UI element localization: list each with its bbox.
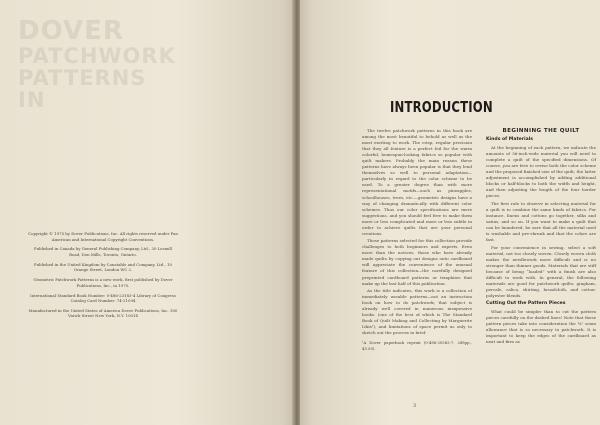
body-paragraph: At the beginning of each pattern, we indicate the amounts of 36-inch-wide material you will need to complete a quilt of the specified dimensions. Of course, you are free to revise both the color scheme and the proposed finished size of the quilt; the latter adjustment is accomplished by adding additional blocks or half-blocks to both the width and height, and then adjusting the length of the four border pieces.	[486, 145, 596, 199]
body-paragraph: The twelve patchwork patterns in this book are among the most beautiful to behold as well as the most exciting to work. The crisp, regular precision that they all feature is a perfect foil for the warm colorful, homespun-looking fabrics so popular with quilt makers. Probably the main reason these patterns have always been popular is that they lend themselves so well to personal adaptation—particularly in regard to the color scheme to be used. To a greater degree than with more representational motifs—such as pineapples, schoolhouses, trees, etc.—geometric designs have a way of changing dramatically with different color schemes. Thus our color specifications are mere suggestions, and you should feel free to make them more or less complicated and more or less subtle in order to achieve quilts that are your personal creations.	[362, 128, 472, 236]
copyright-para: Published in the United Kingdom by Constable and Company, Ltd., 10 Orange Street, London WC 2.	[34, 261, 172, 273]
copyright-para: Copyright © 1975 by Dover Publications, Inc. All rights reserved under Pan American and International Copyright Conventions.	[28, 231, 178, 242]
copyright-block	[28, 231, 178, 323]
body-paragraph: The first rule to observe in selecting material for a quilt is to combine the same kinds of fabrics. For instance, linens and cottons go together, silks and satins, and so on. If you want to make a quilt that can be laundered, be sure that all the material used is washable and pre-shrunk and that the colors are fast.	[486, 200, 596, 243]
copyright-para: Published in Canada by General Publishing Company, Ltd., 30 Lesmill Road, Don Mills, Toronto, Ontario.	[34, 246, 172, 257]
section-heading: BEGINNING THE QUILT	[502, 128, 580, 134]
body-paragraph: For your convenience in sewing, select a soft material, not too closely woven. Closely woven cloth makes the needlework more difficult and is no stronger than thinner goods. Materials that are stiff because of being “loaded” with a finish are also difficult to work with. In general, the following materials are good for patchwork quilts: gingham, percale, calico, shirting, broadcloth, and cotton-polyester blends.	[486, 244, 596, 298]
page-title: INTRODUCTION	[390, 98, 493, 116]
body-paragraph: What could be simpler than to cut the pattern pieces carefully on the dashed lines! Note that these pattern pieces take into consideration the ¼" seam allowance that is so necessary to patchwork. It is important to keep the edges of the cardboard as neat and firm as	[486, 309, 596, 345]
left-page	[0, 0, 294, 425]
page-number: 3	[413, 403, 417, 409]
subheading: Kinds of Materials	[486, 137, 534, 143]
copyright-para: Geometric Patchwork Patterns is a new work, first published by Dover Publications, Inc., in 1975.	[33, 277, 173, 288]
text-column-right	[486, 128, 596, 347]
ghost-line: IN	[18, 88, 46, 113]
subheading: Cutting Out the Pattern Pieces	[486, 301, 566, 307]
text-column-left	[362, 128, 472, 353]
body-paragraph: As the title indicates, this work is a collection of immediately useable patterns—not an instruction book on how to do patchwork; that subject is already well covered in numerous inexpensive books. (one of the best of which is The Standard Book of Quilt Making and Collecting by Marguerite Ickis¹), and limitations of space permit us only to sketch out the process in brief.	[362, 288, 472, 336]
copyright-para: Manufactured in the United States of America Dover Publications, Inc. 180 Varick Street New York, N.Y. 10014	[28, 307, 178, 319]
show-through-title	[18, 18, 238, 148]
ghost-line: PATCHWORK PATTERNS	[18, 44, 176, 91]
footnote: ¹A Dover paperback reprint (0-486-20582-7, 288pp., $3.50).	[362, 340, 472, 351]
ghost-line: DOVER	[18, 16, 124, 46]
copyright-para: International Standard Book Number: 0-486-23183-4 Library of Congress Catalog Card Number: 74-21094	[30, 292, 176, 304]
body-paragraph: These patterns selected for this collection provide challenges to both beginners and experts. Even more than the novices, those who have already made quilts by copying out designs onto cardboard will appreciate the convenience of the unusual feature of this collection—the carefully designed preprinted cardboard patterns or templates that make up the last half of this publication.	[362, 238, 472, 286]
